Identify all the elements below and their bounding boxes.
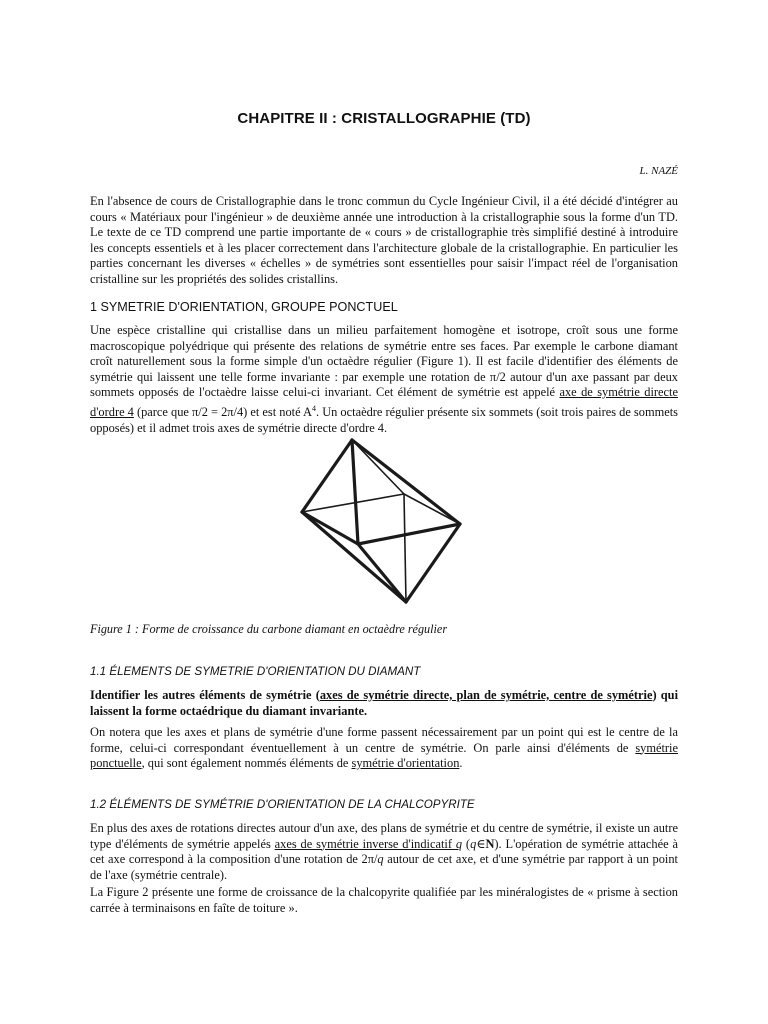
octa-hidden-edge — [404, 494, 406, 602]
naturals-symbol: N — [485, 836, 495, 851]
symetrie-ponctuelle-term: symétrie ponctuelle — [90, 740, 678, 771]
intro-paragraph: En l'absence de cours de Cristallographie dans le tronc commun du Cycle Ingénieur Civil, il a été décidé d'intégrer au cours « Matériaux pour l'ingénieur » de deuxième année une introduction à la cristallographie sous la forme d'un TD. Le texte de ce TD comprend une partie importante de « cours » de cristallographie très simplifié destiné à introduire les concepts essentiels et à les placer correctement dans l'architecture globale de la cristallographie. En particulier les parties concernant les diverses « échelles » de symétries sont essentielles pour saisir l'impact réel de l'organisation cristalline sur les propriétés des solides cristallins. — [90, 194, 678, 286]
author-name: L. NAZÉ — [639, 165, 678, 177]
octahedron-figure — [300, 436, 470, 606]
octa-edge — [302, 512, 406, 602]
octa-edge — [406, 524, 460, 602]
s12-text-e: autour de cet axe, et d'une symétrie par rapport à un point de l'axe (symétrie centrale). — [90, 852, 678, 882]
axes-inverse-term — [275, 837, 462, 851]
section-1-heading: 1 SYMETRIE D'ORIENTATION, GROUPE PONCTUEL — [90, 300, 398, 314]
question-text-b: ) qui laissent la forme octaédrique du diamant invariante. — [90, 688, 679, 718]
element-of-symbol: ∈ — [476, 836, 486, 851]
superscript-4: 4 — [312, 403, 316, 413]
question-terms: axes de symétrie directe, plan de symétrie, centre de symétrie — [319, 688, 653, 702]
s11-text-b: , qui sont également nommés éléments de — [141, 756, 352, 771]
q-symbol: q — [377, 852, 384, 867]
chapter-title: CHAPITRE II : CRISTALLOGRAPHIE (TD) — [237, 110, 531, 127]
axe-ordre-4-term: axe de symétrie directe d'ordre 4 — [90, 385, 678, 420]
section-1-1-question — [90, 688, 678, 719]
octa-hidden-edge — [302, 494, 404, 512]
octa-edge — [358, 544, 406, 602]
octa-edge — [302, 440, 352, 512]
octa-edge — [352, 440, 358, 544]
section-1-2-paragraph-1 — [90, 821, 678, 883]
axes-inverse-label: axes de symétrie inverse d'indicatif — [274, 836, 456, 851]
s12-text-d: ). L'opération de symétrie attachée à cet axe correspond à la composition d'une rotation de 2π/ — [90, 836, 678, 867]
s11-text-a: On notera que les axes et plans de symétrie d'une forme passent nécessairement par un point qui est le centre de la forme, celui-ci correspondant éventuellement à un centre de symétrie. On parle ainsi d'éléments de — [90, 725, 678, 755]
s12-text-b: ( — [462, 836, 471, 851]
s11-text-c: . — [459, 756, 463, 771]
question-text-a: Identifier les autres éléments de symétrie ( — [90, 688, 320, 702]
figure-1-caption: Figure 1 : Forme de croissance du carbone diamant en octaèdre régulier — [90, 622, 448, 636]
s12-text-a: En plus des axes de rotations directes autour d'un axe, des plans de symétrie et du centre de symétrie, il existe un autre type d'éléments de symétrie appelés — [90, 821, 678, 851]
section-1-text-a: Une espèce cristalline qui cristallise dans un milieu parfaitement homogène et isotrope, croît sous une forme macroscopique polyédrique qui présente des relations de symétrie entre ses faces. Par exemple le carbone diamant croît naturellement sous la forme simple d'un octaèdre régulier (Figure 1). Il est facile d'identifier des éléments de symétrie qui laissent une telle forme invariante : par exemple une rotation de π/2 autour d'un axe passant par deux sommets opposés de l'octaèdre laisse celui-ci invariant. Cet élément de symétrie est appelé — [90, 323, 678, 400]
section-1-paragraph — [90, 323, 678, 436]
q-symbol: q — [470, 836, 477, 851]
q-symbol: q — [455, 836, 463, 851]
octa-edge — [352, 440, 460, 524]
section-1-2-heading: 1.2 ÉLÉMENTS DE SYMÉTRIE D'ORIENTATION DE LA CHALCOPYRITE — [90, 798, 475, 811]
section-1-1-paragraph — [90, 725, 678, 772]
symetrie-orientation-term: symétrie d'orientation — [351, 756, 460, 771]
octa-hidden-edge — [352, 440, 404, 494]
section-1-text-c: . Un octaèdre régulier présente six sommets (soit trois paires de sommets opposés) et il admet trois axes de symétrie directe d'ordre 4. — [90, 405, 678, 435]
section-1-2-paragraph-2: La Figure 2 présente une forme de croissance de la chalcopyrite qualifiée par les minéralogistes de « prisme à section carrée à terminaisons en faîte de toiture ». — [90, 885, 678, 915]
octa-hidden-edge — [404, 494, 460, 524]
octa-edge — [302, 512, 358, 544]
octa-edge — [358, 524, 460, 544]
section-1-1-heading: 1.1 ÉLEMENTS DE SYMETRIE D'ORIENTATION DU DIAMANT — [90, 665, 421, 678]
section-1-text-b: (parce que π/2 = 2π/4) et est noté A — [133, 405, 312, 420]
